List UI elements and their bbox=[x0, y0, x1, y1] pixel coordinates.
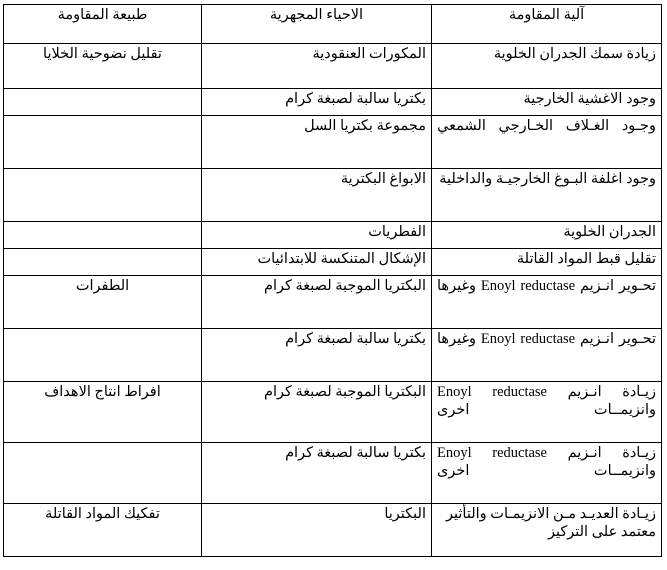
cell-organisms: بكتريا سالبة لصبغة كرام bbox=[202, 443, 432, 504]
table-row bbox=[4, 169, 662, 222]
column-header-mechanism: آلية المقاومة bbox=[432, 5, 662, 44]
table-header-row bbox=[4, 5, 662, 44]
cell-mechanism: وجود الاغشية الخارجية bbox=[432, 89, 662, 116]
cell-mechanism: وجـود الغـلاف الخـارجي الشمعي bbox=[432, 116, 662, 169]
column-header-organisms: الاحياء المجهرية bbox=[202, 5, 432, 44]
table-row bbox=[4, 116, 662, 169]
table-body bbox=[4, 44, 662, 557]
table-row bbox=[4, 443, 662, 504]
table-header bbox=[4, 5, 662, 44]
cell-organisms: الإشكال المتنكسة للابتدائيات bbox=[202, 249, 432, 276]
cell-nature: تقليل نضوحية الخلايا bbox=[4, 44, 202, 89]
cell-nature bbox=[4, 222, 202, 249]
cell-mechanism: تحـوير انـزيم Enoyl reductase وغيرها bbox=[432, 329, 662, 382]
table-row bbox=[4, 249, 662, 276]
table-row bbox=[4, 504, 662, 557]
cell-mechanism: زيـادة انـزيم Enoyl reductase وانزيمــات اخرى bbox=[432, 443, 662, 504]
cell-nature bbox=[4, 249, 202, 276]
cell-mechanism: تحـوير انـزيم Enoyl reductase وغيرها bbox=[432, 276, 662, 329]
cell-nature bbox=[4, 89, 202, 116]
cell-nature bbox=[4, 116, 202, 169]
cell-mechanism: زيـادة العديـد مـن الانزيمـات والتأثير معتمد على التركيز bbox=[432, 504, 662, 557]
table-row bbox=[4, 382, 662, 443]
cell-nature: افراط انتاج الاهداف bbox=[4, 382, 202, 443]
cell-nature bbox=[4, 329, 202, 382]
cell-organisms: المكورات العنقودية bbox=[202, 44, 432, 89]
table-row bbox=[4, 89, 662, 116]
cell-mechanism: تقليل قبط المواد القاتلة bbox=[432, 249, 662, 276]
cell-organisms: البكتريا bbox=[202, 504, 432, 557]
cell-organisms: الابواغ البكترية bbox=[202, 169, 432, 222]
cell-mechanism: الجدران الخلوية bbox=[432, 222, 662, 249]
cell-mechanism: زيـادة انـزيم Enoyl reductase وانزيمــات اخرى bbox=[432, 382, 662, 443]
cell-nature bbox=[4, 169, 202, 222]
cell-nature bbox=[4, 443, 202, 504]
cell-organisms: بكتريا سالبة لصبغة كرام bbox=[202, 89, 432, 116]
cell-organisms: مجموعة بكتريا السل bbox=[202, 116, 432, 169]
table-row bbox=[4, 222, 662, 249]
table-row bbox=[4, 276, 662, 329]
column-header-nature: طبيعة المقاومة bbox=[4, 5, 202, 44]
cell-organisms: بكتريا سالبة لصبغة كرام bbox=[202, 329, 432, 382]
cell-mechanism: زيادة سمك الجدران الخلوية bbox=[432, 44, 662, 89]
cell-organisms: البكتريا الموجبة لصبغة كرام bbox=[202, 276, 432, 329]
table-row bbox=[4, 329, 662, 382]
cell-mechanism: وجود اغلفة البـوغ الخارجيـة والداخلية bbox=[432, 169, 662, 222]
cell-organisms: الفطريات bbox=[202, 222, 432, 249]
table-row bbox=[4, 44, 662, 89]
resistance-table bbox=[3, 4, 662, 557]
cell-organisms: البكتريا الموجبة لصبغة كرام bbox=[202, 382, 432, 443]
cell-nature: تفكيك المواد القاتلة bbox=[4, 504, 202, 557]
cell-nature: الطفرات bbox=[4, 276, 202, 329]
